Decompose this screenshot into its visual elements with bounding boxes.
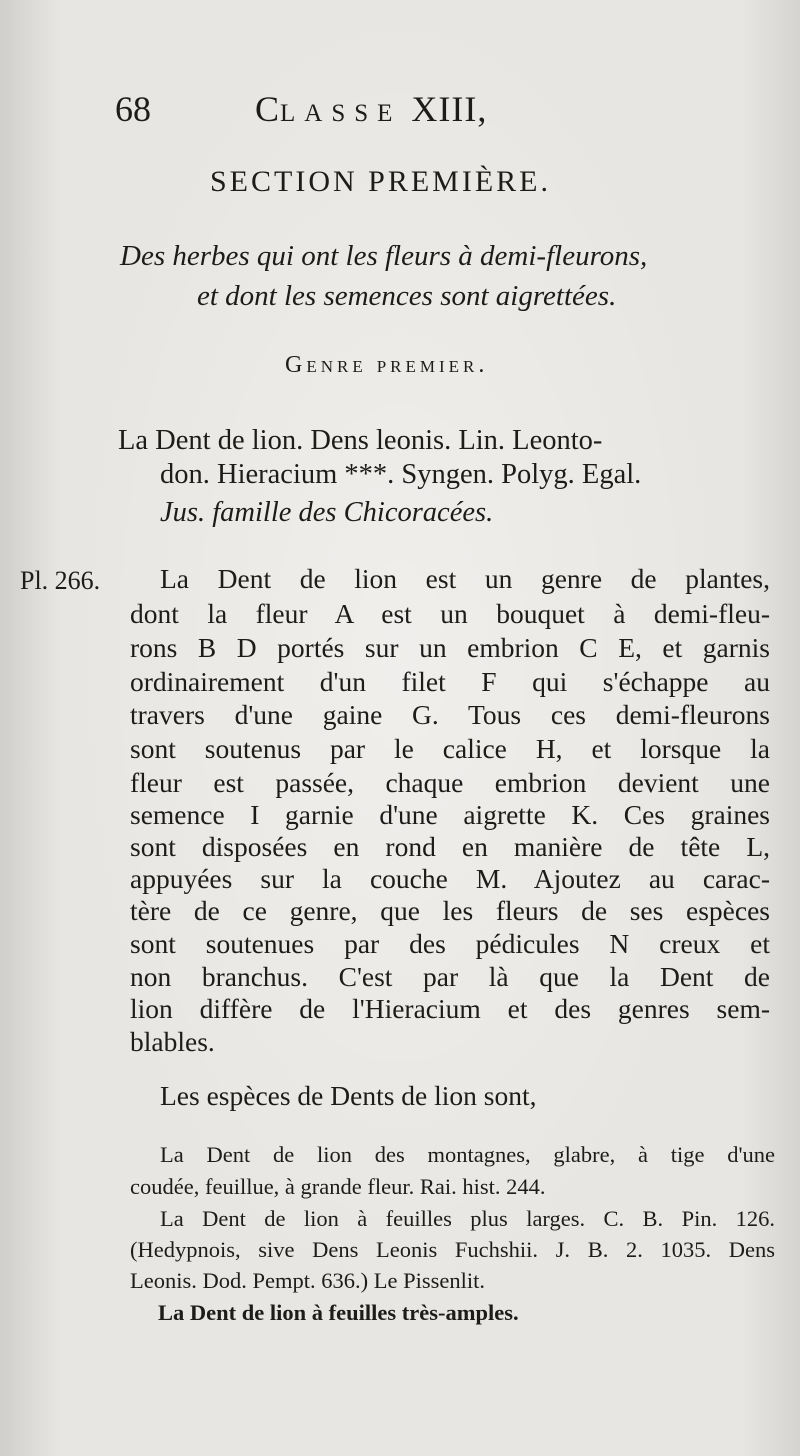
section-description-line-2: et dont les semences sont aigrettées. <box>197 280 617 312</box>
section-title: SECTION PREMIÈRE. <box>210 165 552 198</box>
running-header <box>255 88 487 130</box>
description-line: sont soutenus par le calice H, et lorsque la <box>130 733 770 764</box>
section-description-line-1: Des herbes qui ont les fleurs à demi-fleurons, <box>120 240 648 272</box>
class-numeral: XIII, <box>411 89 488 129</box>
description-line: lion diffère de l'Hieracium et des genres sem- <box>130 993 770 1024</box>
description-line: appuyées sur la couche M. Ajoutez au carac- <box>130 863 770 894</box>
class-rest: lasse <box>280 89 402 129</box>
plate-reference: Pl. 266. <box>20 566 101 595</box>
description-line: sont disposées en rond en manière de tête L, <box>130 831 770 862</box>
species-heading: Les espèces de Dents de lion sont, <box>160 1080 537 1111</box>
description-line: fleur est passée, chaque embrion devient une <box>130 767 770 798</box>
species-line: La Dent de lion à feuilles très-amples. <box>158 1300 519 1325</box>
description-line: ordinairement d'un filet F qui s'échappe au <box>130 666 770 697</box>
description-line: dont la fleur A est un bouquet à demi-fleu- <box>130 598 770 629</box>
description-line: tère de ce genre, que les fleurs de ses espèces <box>130 895 770 926</box>
description-line: blables. <box>130 1026 215 1057</box>
entry-line-3: Jus. famille des Chicoracées. <box>160 497 494 528</box>
species-line: coudée, feuillue, à grande fleur. Rai. hist. 244. <box>130 1174 546 1199</box>
genre-title: Genre premier. <box>285 352 489 378</box>
entry-line-1: La Dent de lion. Dens leonis. Lin. Leonto- <box>118 425 603 456</box>
description-line: travers d'une gaine G. Tous ces demi-fleurons <box>130 699 770 730</box>
species-line: La Dent de lion à feuilles plus larges. C. B. Pin. 126. <box>160 1206 775 1231</box>
species-line: Leonis. Dod. Pempt. 636.) Le Pissenlit. <box>130 1268 485 1293</box>
description-line: La Dent de lion est un genre de plantes, <box>160 563 770 594</box>
class-prefix: C <box>255 89 281 129</box>
description-line: semence I garnie d'une aigrette K. Ces graines <box>130 799 770 830</box>
species-line: (Hedypnois, sive Dens Leonis Fuchshii. J. B. 2. 1035. Dens <box>130 1237 775 1262</box>
description-line: sont soutenues par des pédicules N creux et <box>130 928 770 959</box>
description-line: rons B D portés sur un embrion C E, et garnis <box>130 632 770 663</box>
entry-line-2: don. Hieracium ***. Syngen. Polyg. Egal. <box>160 459 642 490</box>
description-line: non branchus. C'est par là que la Dent de <box>130 961 770 992</box>
page-number: 68 <box>115 89 151 129</box>
species-line: La Dent de lion des montagnes, glabre, à tige d'une <box>160 1142 775 1167</box>
